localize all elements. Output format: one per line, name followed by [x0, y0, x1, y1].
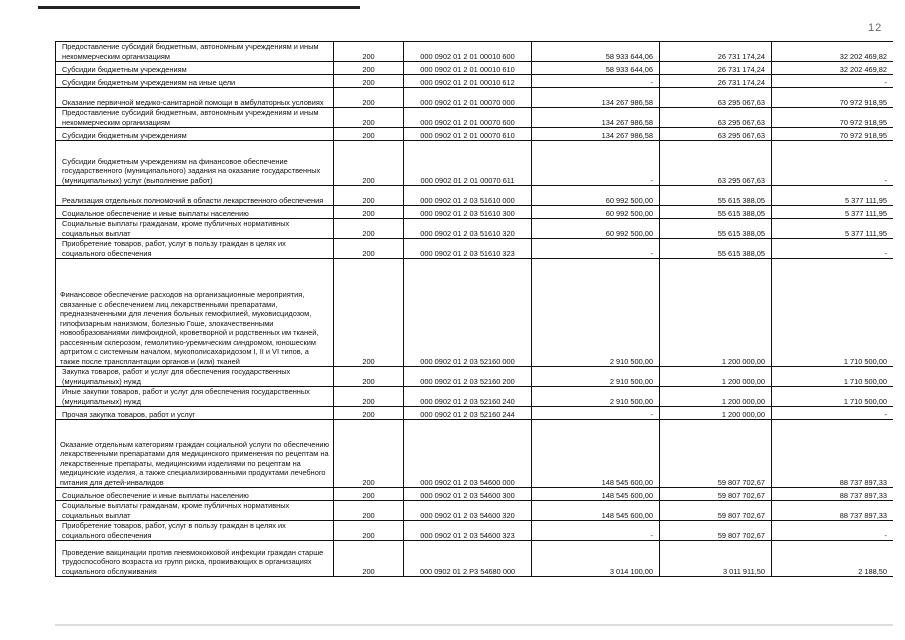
row-name: Субсидии бюджетным учреждениям	[56, 62, 334, 75]
row-unexecuted: 5 377 111,95	[772, 186, 894, 206]
row-name: Оказание первичной медико-санитарной помощи в амбулаторных условиях	[56, 88, 334, 108]
table-row	[56, 387, 894, 407]
table-row	[56, 88, 894, 108]
row-kbk: 000 0902 01 2 03 51610 300	[404, 206, 532, 219]
row-name: Субсидии бюджетным учреждениям	[56, 128, 334, 141]
row-code: 200	[334, 259, 404, 367]
row-executed: 59 807 702,67	[660, 488, 772, 501]
row-kbk: 000 0902 01 2 01 00070 600	[404, 108, 532, 128]
row-kbk: 000 0902 01 2 03 52160 200	[404, 367, 532, 387]
table-row	[56, 128, 894, 141]
row-kbk: 000 0902 01 2 01 00010 610	[404, 62, 532, 75]
row-approved: -	[532, 75, 660, 88]
table-row	[56, 141, 894, 186]
row-kbk: 000 0902 01 2 03 51610 000	[404, 186, 532, 206]
row-name: Прочая закупка товаров, работ и услуг	[56, 407, 334, 420]
row-executed: 26 731 174,24	[660, 42, 772, 62]
row-kbk: 000 0902 01 2 01 00070 611	[404, 141, 532, 186]
row-kbk: 000 0902 01 2 03 54600 000	[404, 420, 532, 488]
row-executed: 3 011 911,50	[660, 541, 772, 577]
row-executed: 63 295 067,63	[660, 108, 772, 128]
row-code: 200	[334, 62, 404, 75]
row-unexecuted: 32 202 469,82	[772, 62, 894, 75]
row-code: 200	[334, 219, 404, 239]
row-unexecuted: 2 188,50	[772, 541, 894, 577]
row-executed: 26 731 174,24	[660, 62, 772, 75]
row-name: Социальное обеспечение и иные выплаты населению	[56, 206, 334, 219]
row-approved: -	[532, 407, 660, 420]
row-executed: 59 807 702,67	[660, 501, 772, 521]
row-executed: 1 200 000,00	[660, 387, 772, 407]
row-unexecuted: 32 202 469,82	[772, 42, 894, 62]
row-executed: 1 200 000,00	[660, 367, 772, 387]
row-name: Социальные выплаты гражданам, кроме публичных нормативных социальных выплат	[56, 219, 334, 239]
row-unexecuted: 5 377 111,95	[772, 206, 894, 219]
row-kbk: 000 0902 01 2 03 54600 320	[404, 501, 532, 521]
row-approved: 60 992 500,00	[532, 186, 660, 206]
row-approved: 58 933 644,06	[532, 62, 660, 75]
row-name: Приобретение товаров, работ, услуг в пользу граждан в целях их социального обеспечения	[56, 239, 334, 259]
row-kbk: 000 0902 01 2 03 51610 323	[404, 239, 532, 259]
row-approved: 148 545 600,00	[532, 420, 660, 488]
table-row	[56, 541, 894, 577]
row-code: 200	[334, 488, 404, 501]
row-approved: -	[532, 141, 660, 186]
row-approved: 2 910 500,00	[532, 259, 660, 367]
row-name: Предоставление субсидий бюджетным, автономным учреждениям и иным некоммерческим организациям	[56, 42, 334, 62]
row-kbk: 000 0902 01 2 03 52160 244	[404, 407, 532, 420]
row-kbk: 000 0902 01 2 P3 54680 000	[404, 541, 532, 577]
row-kbk: 000 0902 01 2 03 54600 300	[404, 488, 532, 501]
row-unexecuted: 1 710 500,00	[772, 367, 894, 387]
row-name: Закупка товаров, работ и услуг для обеспечения государственных (муниципальных) нужд	[56, 367, 334, 387]
row-kbk: 000 0902 01 2 03 54600 323	[404, 521, 532, 541]
row-unexecuted: 1 710 500,00	[772, 387, 894, 407]
table-row	[56, 239, 894, 259]
row-code: 200	[334, 420, 404, 488]
row-unexecuted: -	[772, 521, 894, 541]
page-bottom-edge	[55, 624, 893, 626]
budget-execution-table	[55, 41, 893, 577]
row-unexecuted: 5 377 111,95	[772, 219, 894, 239]
row-unexecuted: 88 737 897,33	[772, 501, 894, 521]
table-row	[56, 367, 894, 387]
row-kbk: 000 0902 01 2 03 52160 000	[404, 259, 532, 367]
table-row	[56, 521, 894, 541]
row-name: Иные закупки товаров, работ и услуг для обеспечения государственных (муниципальных) нужд	[56, 387, 334, 407]
row-code: 200	[334, 541, 404, 577]
row-name: Субсидии бюджетным учреждениям на иные цели	[56, 75, 334, 88]
row-unexecuted: -	[772, 75, 894, 88]
row-name: Проведение вакцинации против пневмококковой инфекции граждан старше трудоспособного возраста из групп риска, проживающих в организациях социального обслуживания	[56, 541, 334, 577]
row-kbk: 000 0902 01 2 01 00010 600	[404, 42, 532, 62]
row-kbk: 000 0902 01 2 01 00070 000	[404, 88, 532, 108]
report-sheet	[55, 41, 893, 626]
row-code: 200	[334, 387, 404, 407]
row-executed: 59 807 702,67	[660, 521, 772, 541]
row-unexecuted: 70 972 918,95	[772, 128, 894, 141]
row-executed: 59 807 702,67	[660, 420, 772, 488]
row-name: Финансовое обеспечение расходов на организационные мероприятия, связанные с обеспечением лиц лекарственными препаратами, предназначенными для лечения больных гемофилией, муковисцидозом, гипофизарным нанизмом, болезнью Гоше, злокачественными новообразованиями лимфоидной, кроветворной и родственных им тканей, рассеянным склерозом, гемолитико-уремическим синдромом, юношеским артритом с системным началом, мукополисахаридозом I, II и VI типов, а также после трансплантации органов и (или) тканей	[56, 259, 334, 367]
row-code: 200	[334, 521, 404, 541]
row-executed: 55 615 388,05	[660, 186, 772, 206]
row-unexecuted: -	[772, 141, 894, 186]
table-row	[56, 219, 894, 239]
row-code: 200	[334, 206, 404, 219]
row-name: Социальное обеспечение и иные выплаты населению	[56, 488, 334, 501]
row-name: Реализация отдельных полномочий в области лекарственного обеспечения	[56, 186, 334, 206]
row-unexecuted: 88 737 897,33	[772, 488, 894, 501]
row-name: Приобретение товаров, работ, услуг в пользу граждан в целях их социального обеспечения	[56, 521, 334, 541]
table-row	[56, 206, 894, 219]
row-executed: 63 295 067,63	[660, 128, 772, 141]
row-kbk: 000 0902 01 2 01 00010 612	[404, 75, 532, 88]
table-row	[56, 420, 894, 488]
row-approved: 58 933 644,06	[532, 42, 660, 62]
row-approved: 148 545 600,00	[532, 501, 660, 521]
row-kbk: 000 0902 01 2 03 52160 240	[404, 387, 532, 407]
row-name: Субсидии бюджетным учреждениям на финансовое обеспечение государственного (муниципального) задания на оказание государственных (муниципальных) услуг (выполнение работ)	[56, 141, 334, 186]
table-row	[56, 42, 894, 62]
row-executed: 55 615 388,05	[660, 219, 772, 239]
row-code: 200	[334, 186, 404, 206]
table-row	[56, 62, 894, 75]
row-code: 200	[334, 501, 404, 521]
row-approved: 3 014 100,00	[532, 541, 660, 577]
table-row	[56, 407, 894, 420]
row-code: 200	[334, 88, 404, 108]
row-executed: 1 200 000,00	[660, 259, 772, 367]
row-executed: 1 200 000,00	[660, 407, 772, 420]
row-unexecuted: -	[772, 407, 894, 420]
row-approved: 2 910 500,00	[532, 387, 660, 407]
row-name: Оказание отдельным категориям граждан социальной услуги по обеспечению лекарственными препаратами для медицинского применения по рецептам на лекарственные препараты, медицинскими изделиями по рецептам на медицинские изделия, а также специализированными продуктами лечебного питания для детей-инвалидов	[56, 420, 334, 488]
row-name: Предоставление субсидий бюджетным, автономным учреждениям и иным некоммерческим организациям	[56, 108, 334, 128]
row-code: 200	[334, 42, 404, 62]
row-executed: 63 295 067,63	[660, 88, 772, 108]
row-code: 200	[334, 367, 404, 387]
row-code: 200	[334, 141, 404, 186]
row-approved: -	[532, 239, 660, 259]
row-approved: -	[532, 521, 660, 541]
row-unexecuted: 1 710 500,00	[772, 259, 894, 367]
table-row	[56, 108, 894, 128]
row-unexecuted: 70 972 918,95	[772, 108, 894, 128]
row-code: 200	[334, 128, 404, 141]
row-executed: 55 615 388,05	[660, 206, 772, 219]
row-executed: 63 295 067,63	[660, 141, 772, 186]
row-code: 200	[334, 75, 404, 88]
row-unexecuted: 88 737 897,33	[772, 420, 894, 488]
row-unexecuted: -	[772, 239, 894, 259]
row-executed: 26 731 174,24	[660, 75, 772, 88]
table-row	[56, 75, 894, 88]
row-kbk: 000 0902 01 2 03 51610 320	[404, 219, 532, 239]
row-approved: 134 267 986,58	[532, 108, 660, 128]
table-row	[56, 186, 894, 206]
row-approved: 148 545 600,00	[532, 488, 660, 501]
row-approved: 2 910 500,00	[532, 367, 660, 387]
table-row	[56, 488, 894, 501]
row-approved: 60 992 500,00	[532, 219, 660, 239]
row-executed: 55 615 388,05	[660, 239, 772, 259]
row-approved: 134 267 986,58	[532, 128, 660, 141]
row-approved: 134 267 986,58	[532, 88, 660, 108]
row-approved: 60 992 500,00	[532, 206, 660, 219]
page-number: 12	[868, 22, 883, 34]
row-kbk: 000 0902 01 2 01 00070 610	[404, 128, 532, 141]
row-code: 200	[334, 407, 404, 420]
table-row	[56, 259, 894, 367]
row-code: 200	[334, 239, 404, 259]
top-rule	[38, 6, 360, 9]
row-code: 200	[334, 108, 404, 128]
row-name: Социальные выплаты гражданам, кроме публичных нормативных социальных выплат	[56, 501, 334, 521]
table-row	[56, 501, 894, 521]
row-unexecuted: 70 972 918,95	[772, 88, 894, 108]
